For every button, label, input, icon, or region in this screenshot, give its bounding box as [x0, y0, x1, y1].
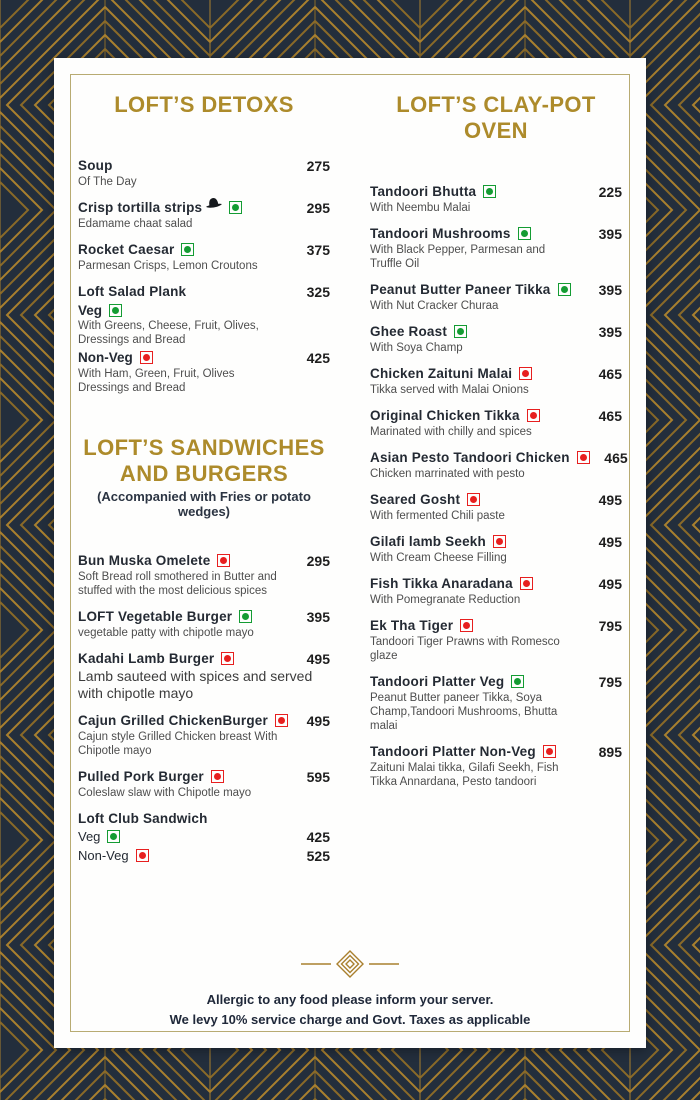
- item-row: [370, 226, 622, 242]
- menu-item: [78, 200, 330, 231]
- veg-indicator-icon: [454, 325, 467, 338]
- item-row: [370, 408, 622, 424]
- item-name: Seared Gosht: [370, 492, 461, 507]
- item-name: Peanut Butter Paneer Tikka: [370, 282, 551, 297]
- item-row: [78, 284, 330, 300]
- nonveg-indicator-icon: [543, 745, 556, 758]
- item-name: Ek Tha Tiger: [370, 618, 454, 633]
- menu-item: [370, 324, 622, 355]
- nonveg-indicator-icon: [493, 535, 506, 548]
- variant-name-wrap: [78, 848, 149, 863]
- item-name-wrap: [370, 492, 480, 507]
- menu-column-right: [370, 92, 628, 928]
- item-name-wrap: [78, 713, 288, 728]
- item-name-wrap: [370, 366, 532, 381]
- item-row: [78, 713, 330, 729]
- item-description: Cajun style Grilled Chicken breast With Chipotle mayo: [78, 731, 278, 757]
- item-name: Cajun Grilled ChickenBurger: [78, 713, 268, 728]
- item-name: Kadahi Lamb Burger: [78, 651, 215, 666]
- menu-footer: [54, 948, 646, 1030]
- menu-item: [370, 184, 622, 215]
- item-description: Lamb sauteed with spices and served with chipotle mayo: [78, 668, 313, 701]
- variant-description: With Greens, Cheese, Fruit, Olives, Dressings and Bread: [78, 320, 259, 346]
- item-name: Bun Muska Omelete: [78, 553, 211, 568]
- section-subtitle: (Accompanied with Fries or potato wedges): [97, 489, 311, 519]
- menu-item: [78, 811, 330, 864]
- item-description: Coleslaw slaw with Chipotle mayo: [78, 787, 252, 799]
- menu-item: [370, 226, 622, 271]
- menu-item: [78, 713, 330, 758]
- item-name: Tandoori Platter Veg: [370, 674, 505, 689]
- variant-label: Veg: [78, 303, 103, 318]
- item-price: 225: [598, 184, 622, 200]
- item-description: Marinated with chilly and spices: [370, 426, 532, 438]
- veg-indicator-icon: [109, 304, 122, 317]
- menu-item: [78, 553, 330, 598]
- item-price: 395: [598, 282, 622, 298]
- item-price: 795: [598, 618, 622, 634]
- item-row: [78, 242, 330, 258]
- nonveg-indicator-icon: [136, 849, 149, 862]
- item-description: With Cream Cheese Filling: [370, 552, 507, 564]
- nonveg-indicator-icon: [217, 554, 230, 567]
- veg-indicator-icon: [107, 830, 120, 843]
- menu-item: [78, 242, 330, 273]
- item-row: [370, 366, 622, 382]
- item-row: [78, 811, 330, 826]
- nonveg-indicator-icon: [221, 652, 234, 665]
- item-description: With Soya Champ: [370, 342, 463, 354]
- veg-indicator-icon: [558, 283, 571, 296]
- item-row: [78, 158, 330, 174]
- item-name-wrap: [78, 284, 186, 299]
- item-name-wrap: [370, 324, 467, 339]
- item-row: [370, 618, 622, 634]
- item-name: Gilafi lamb Seekh: [370, 534, 486, 549]
- item-price: 275: [306, 158, 330, 174]
- veg-indicator-icon: [511, 675, 524, 688]
- section-title: LOFT’S CLAY-POT OVEN: [396, 92, 596, 143]
- menu-section: [78, 92, 330, 395]
- item-name-wrap: [370, 184, 496, 199]
- section-title: LOFT’S DETOXS: [114, 92, 294, 117]
- item-name-wrap: [78, 242, 194, 257]
- item-description: With Pomegranate Reduction: [370, 594, 521, 606]
- item-name: Pulled Pork Burger: [78, 769, 204, 784]
- nonveg-indicator-icon: [519, 367, 532, 380]
- item-name-wrap: [370, 576, 533, 591]
- item-name: Chicken Zaituni Malai: [370, 366, 513, 381]
- menu-section: [370, 92, 628, 789]
- item-price: 595: [306, 769, 330, 785]
- item-row: [370, 324, 622, 340]
- menu-item: [370, 534, 622, 565]
- item-row: [78, 651, 330, 667]
- veg-indicator-icon: [483, 185, 496, 198]
- item-price: 395: [598, 226, 622, 242]
- menu-item: [370, 744, 622, 789]
- item-name: Rocket Caesar: [78, 242, 175, 257]
- item-name-wrap: [78, 200, 242, 215]
- item-name-wrap: [78, 553, 230, 568]
- nonveg-indicator-icon: [275, 714, 288, 727]
- item-name: Loft Salad Plank: [78, 284, 187, 299]
- item-name-wrap: [370, 450, 590, 465]
- item-price: 295: [306, 200, 330, 216]
- menu-item: [370, 618, 622, 663]
- item-description: Peanut Butter paneer Tikka, Soya Champ,Tandoori Mushrooms, Bhutta malai: [370, 692, 558, 732]
- item-description: Zaituni Malai tikka, Gilafi Seekh, Fish Tikka Annardana, Pesto tandoori: [370, 762, 559, 788]
- item-description: Tikka served with Malai Onions: [370, 384, 529, 396]
- menu-item: [370, 450, 628, 481]
- item-description: Edamame chaat salad: [78, 218, 193, 230]
- variant-name-wrap: [78, 829, 120, 844]
- section-title: LOFT’S SANDWICHES AND BURGERS: [83, 435, 325, 486]
- menu-card: [54, 58, 646, 1048]
- variant-price: 425: [306, 350, 330, 366]
- item-name-wrap: [78, 651, 234, 666]
- variant-name-wrap: [78, 350, 153, 365]
- item-row: [370, 576, 622, 592]
- item-name: Asian Pesto Tandoori Chicken: [370, 450, 570, 465]
- item-description: Chicken marrinated with pesto: [370, 468, 525, 480]
- diamond-ornament-icon: [285, 948, 415, 980]
- item-name: Crisp tortilla strips: [78, 200, 203, 215]
- nonveg-indicator-icon: [527, 409, 540, 422]
- footer-note-allergy: Allergic to any food please inform your server.: [206, 992, 494, 1007]
- menu-item: [370, 366, 622, 397]
- item-row: [78, 769, 330, 785]
- nonveg-indicator-icon: [577, 451, 590, 464]
- item-row: [370, 282, 622, 298]
- item-name-wrap: [78, 158, 113, 173]
- item-name: Fish Tikka Anaradana: [370, 576, 513, 591]
- item-description: Tandoori Tiger Prawns with Romesco glaze: [370, 636, 560, 662]
- item-price: 495: [598, 534, 622, 550]
- item-name: LOFT Vegetable Burger: [78, 609, 233, 624]
- item-price: 495: [306, 651, 330, 667]
- item-name-wrap: [370, 408, 540, 423]
- item-price: 895: [598, 744, 622, 760]
- item-name-wrap: [370, 674, 524, 689]
- variant-name-wrap: [78, 303, 122, 318]
- item-description: Parmesan Crisps, Lemon Croutons: [78, 260, 258, 272]
- item-name: Tandoori Bhutta: [370, 184, 477, 199]
- chef-hat-icon: [204, 195, 223, 210]
- item-description: With fermented Chili paste: [370, 510, 505, 522]
- item-description: Soft Bread roll smothered in Butter and stuffed with the most delicious spices: [78, 571, 277, 597]
- variant-row: [78, 303, 330, 318]
- item-row: [78, 553, 330, 569]
- item-price: 375: [306, 242, 330, 258]
- item-name-wrap: [370, 618, 473, 633]
- item-price: 295: [306, 553, 330, 569]
- item-row: [370, 744, 622, 760]
- menu-item: [78, 284, 330, 395]
- item-price: 325: [306, 284, 330, 300]
- item-name-wrap: [78, 609, 252, 624]
- veg-indicator-icon: [239, 610, 252, 623]
- menu-section: [78, 435, 330, 864]
- variant-label: Non-Veg: [78, 350, 133, 365]
- item-description: With Neembu Malai: [370, 202, 471, 214]
- item-row: [78, 609, 330, 625]
- item-description: vegetable patty with chipotle mayo: [78, 627, 254, 639]
- item-name-wrap: [370, 226, 531, 241]
- item-row: [78, 200, 330, 216]
- item-name-wrap: [78, 769, 224, 784]
- item-row: [370, 674, 622, 690]
- variant-description: With Ham, Green, Fruit, Olives Dressings and Bread: [78, 368, 235, 394]
- menu-item: [78, 609, 330, 640]
- item-price: 395: [306, 609, 330, 625]
- item-name: Ghee Roast: [370, 324, 448, 339]
- veg-indicator-icon: [181, 243, 194, 256]
- nonveg-indicator-icon: [211, 770, 224, 783]
- menu-item: [78, 158, 330, 189]
- item-description: Of The Day: [78, 176, 137, 188]
- item-price: 465: [604, 450, 628, 466]
- veg-indicator-icon: [229, 201, 242, 214]
- item-price: 495: [306, 713, 330, 729]
- nonveg-indicator-icon: [460, 619, 473, 632]
- nonveg-indicator-icon: [520, 577, 533, 590]
- menu-item: [78, 651, 330, 702]
- variant-label: Veg: [78, 829, 101, 844]
- item-row: [370, 184, 622, 200]
- item-name: Tandoori Mushrooms: [370, 226, 511, 241]
- item-name: Tandoori Platter Non-Veg: [370, 744, 536, 759]
- variant-price: 425: [306, 829, 330, 845]
- item-name: Loft Club Sandwich: [78, 811, 208, 826]
- item-row: [370, 492, 622, 508]
- nonveg-indicator-icon: [140, 351, 153, 364]
- variant-row: [78, 350, 330, 366]
- item-price: 465: [598, 408, 622, 424]
- item-name-wrap: [370, 534, 506, 549]
- footer-note-service-charge: We levy 10% service charge and Govt. Taxes as applicable: [169, 1012, 531, 1027]
- menu-item: [370, 282, 622, 313]
- item-row: [370, 534, 622, 550]
- menu-item: [370, 576, 622, 607]
- item-price: 495: [598, 492, 622, 508]
- item-name-wrap: [370, 282, 571, 297]
- variant-price: 525: [306, 848, 330, 864]
- item-description: With Black Pepper, Parmesan and Truffle Oil: [370, 244, 546, 270]
- menu-column-left: [78, 92, 330, 928]
- item-name: Soup: [78, 158, 113, 173]
- menu-item: [370, 674, 622, 733]
- variant-label: Non-Veg: [78, 848, 129, 863]
- menu-item: [78, 769, 330, 800]
- menu-item: [370, 492, 622, 523]
- item-price: 465: [598, 366, 622, 382]
- item-name-wrap: [370, 744, 556, 759]
- menu-item: [370, 408, 622, 439]
- item-description: With Nut Cracker Churaa: [370, 300, 499, 312]
- item-price: 795: [598, 674, 622, 690]
- variant-row: [78, 848, 330, 864]
- variant-row: [78, 829, 330, 845]
- item-name: Original Chicken Tikka: [370, 408, 520, 423]
- item-row: [370, 450, 628, 466]
- veg-indicator-icon: [518, 227, 531, 240]
- item-name-wrap: [78, 811, 208, 826]
- nonveg-indicator-icon: [467, 493, 480, 506]
- item-price: 395: [598, 324, 622, 340]
- item-price: 495: [598, 576, 622, 592]
- menu-columns: [78, 92, 628, 928]
